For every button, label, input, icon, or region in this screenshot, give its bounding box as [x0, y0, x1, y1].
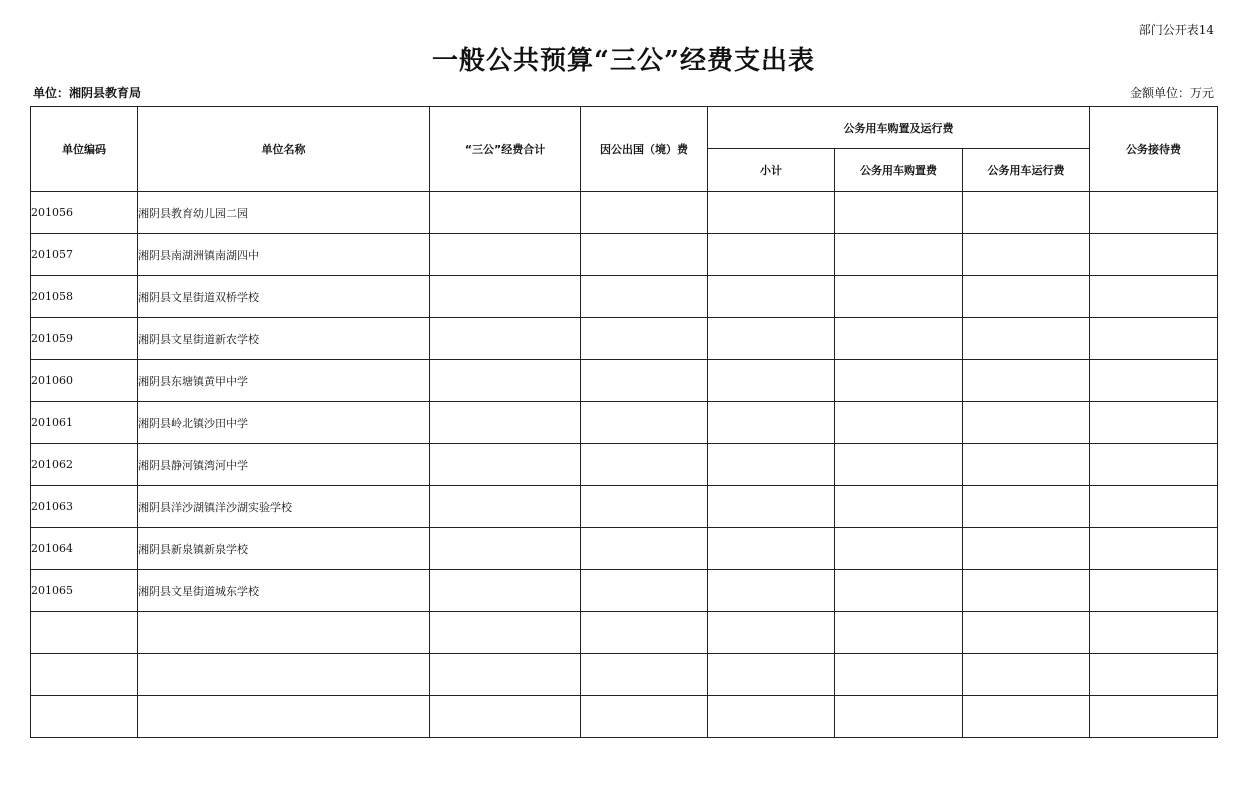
vehicle-operation-cell: [963, 318, 1090, 360]
unit-name-cell: [138, 654, 430, 696]
vehicle-operation-cell: [963, 654, 1090, 696]
vehicle-purchase-cell: [835, 318, 963, 360]
vehicle-subtotal-cell: [708, 612, 835, 654]
three-public-total-cell: [430, 276, 581, 318]
header-abroad-expense: 因公出国（境）费: [581, 107, 708, 192]
vehicle-operation-cell: [963, 570, 1090, 612]
three-public-total-cell: [430, 360, 581, 402]
vehicle-subtotal-cell: [708, 402, 835, 444]
header-vehicle-operation: 公务用车运行费: [963, 149, 1090, 192]
reception-expense-cell: [1090, 318, 1218, 360]
table-row: [31, 486, 1218, 528]
unit-code-cell: [31, 696, 138, 738]
three-public-total-cell: [430, 612, 581, 654]
abroad-expense-cell: [581, 696, 708, 738]
table-row: [31, 318, 1218, 360]
unit-name-cell: 湘阴县东塘镇黄甲中学: [138, 360, 430, 402]
header-vehicle-subtotal: 小计: [708, 149, 835, 192]
vehicle-operation-cell: [963, 402, 1090, 444]
vehicle-subtotal-cell: [708, 696, 835, 738]
vehicle-purchase-cell: [835, 402, 963, 444]
abroad-expense-cell: [581, 612, 708, 654]
unit-code-cell: 201060: [31, 360, 138, 402]
vehicle-operation-cell: [963, 360, 1090, 402]
unit-name-cell: 湘阴县新泉镇新泉学校: [138, 528, 430, 570]
vehicle-subtotal-cell: [708, 360, 835, 402]
reception-expense-cell: [1090, 234, 1218, 276]
table-row: [31, 276, 1218, 318]
vehicle-subtotal-cell: [708, 192, 835, 234]
vehicle-purchase-cell: [835, 696, 963, 738]
header-three-public-total: “三公”经费合计: [430, 107, 581, 192]
vehicle-subtotal-cell: [708, 486, 835, 528]
unit-name-cell: 湘阴县文星街道双桥学校: [138, 276, 430, 318]
vehicle-purchase-cell: [835, 444, 963, 486]
vehicle-purchase-cell: [835, 192, 963, 234]
abroad-expense-cell: [581, 402, 708, 444]
vehicle-operation-cell: [963, 276, 1090, 318]
abroad-expense-cell: [581, 318, 708, 360]
reception-expense-cell: [1090, 612, 1218, 654]
unit-name-cell: 湘阴县岭北镇沙田中学: [138, 402, 430, 444]
unit-name-cell: [138, 696, 430, 738]
reception-expense-cell: [1090, 528, 1218, 570]
reception-expense-cell: [1090, 570, 1218, 612]
three-public-total-cell: [430, 402, 581, 444]
unit-code-cell: 201065: [31, 570, 138, 612]
unit-name-cell: [138, 612, 430, 654]
abroad-expense-cell: [581, 192, 708, 234]
vehicle-purchase-cell: [835, 276, 963, 318]
unit-code-cell: [31, 654, 138, 696]
unit-code-cell: 201063: [31, 486, 138, 528]
reception-expense-cell: [1090, 360, 1218, 402]
table-row: [31, 654, 1218, 696]
reception-expense-cell: [1090, 654, 1218, 696]
vehicle-subtotal-cell: [708, 318, 835, 360]
vehicle-operation-cell: [963, 528, 1090, 570]
vehicle-purchase-cell: [835, 486, 963, 528]
unit-code-cell: 201061: [31, 402, 138, 444]
header-vehicle-purchase: 公务用车购置费: [835, 149, 963, 192]
header-reception-expense: 公务接待费: [1090, 107, 1218, 192]
vehicle-operation-cell: [963, 192, 1090, 234]
three-public-total-cell: [430, 570, 581, 612]
three-public-total-cell: [430, 318, 581, 360]
table-row: [31, 612, 1218, 654]
vehicle-operation-cell: [963, 234, 1090, 276]
table-row: [31, 402, 1218, 444]
reporting-unit: 单位：湘阴县教育局: [33, 86, 142, 100]
vehicle-operation-cell: [963, 612, 1090, 654]
unit-code-cell: 201056: [31, 192, 138, 234]
amount-unit: 金额单位：万元: [1129, 86, 1214, 100]
unit-name-cell: 湘阴县教育幼儿园二园: [138, 192, 430, 234]
reception-expense-cell: [1090, 402, 1218, 444]
vehicle-subtotal-cell: [708, 528, 835, 570]
table-row: [31, 528, 1218, 570]
abroad-expense-cell: [581, 528, 708, 570]
abroad-expense-cell: [581, 654, 708, 696]
abroad-expense-cell: [581, 570, 708, 612]
unit-code-cell: 201059: [31, 318, 138, 360]
header-unit-code: 单位编码: [31, 107, 138, 192]
abroad-expense-cell: [581, 234, 708, 276]
three-public-total-cell: [430, 696, 581, 738]
vehicle-operation-cell: [963, 696, 1090, 738]
abroad-expense-cell: [581, 360, 708, 402]
budget-table: [30, 106, 1218, 738]
page-title: 一般公共预算“三公”经费支出表: [432, 46, 815, 76]
reception-expense-cell: [1090, 696, 1218, 738]
table-row: [31, 444, 1218, 486]
vehicle-purchase-cell: [835, 528, 963, 570]
table-body: [31, 192, 1218, 738]
three-public-total-cell: [430, 486, 581, 528]
table-row: [31, 234, 1218, 276]
vehicle-subtotal-cell: [708, 570, 835, 612]
vehicle-purchase-cell: [835, 654, 963, 696]
vehicle-operation-cell: [963, 444, 1090, 486]
table-row: [31, 192, 1218, 234]
vehicle-subtotal-cell: [708, 234, 835, 276]
reception-expense-cell: [1090, 192, 1218, 234]
reception-expense-cell: [1090, 486, 1218, 528]
vehicle-purchase-cell: [835, 360, 963, 402]
unit-name-cell: 湘阴县南湖洲镇南湖四中: [138, 234, 430, 276]
three-public-total-cell: [430, 234, 581, 276]
header-unit-name: 单位名称: [138, 107, 430, 192]
abroad-expense-cell: [581, 444, 708, 486]
unit-name-cell: 湘阴县文星街道新农学校: [138, 318, 430, 360]
three-public-total-cell: [430, 192, 581, 234]
reception-expense-cell: [1090, 444, 1218, 486]
vehicle-subtotal-cell: [708, 276, 835, 318]
form-number: 部门公开表14: [1138, 23, 1214, 37]
reception-expense-cell: [1090, 276, 1218, 318]
unit-name-cell: 湘阴县洋沙湖镇洋沙湖实验学校: [138, 486, 430, 528]
vehicle-purchase-cell: [835, 570, 963, 612]
vehicle-subtotal-cell: [708, 654, 835, 696]
table-row: [31, 696, 1218, 738]
three-public-total-cell: [430, 528, 581, 570]
unit-name-cell: 湘阴县文星街道城东学校: [138, 570, 430, 612]
unit-code-cell: 201064: [31, 528, 138, 570]
table-row: [31, 360, 1218, 402]
unit-name-cell: 湘阴县静河镇湾河中学: [138, 444, 430, 486]
unit-code-cell: 201062: [31, 444, 138, 486]
header-vehicle-group: 公务用车购置及运行费: [708, 107, 1090, 149]
table-row: [31, 570, 1218, 612]
vehicle-purchase-cell: [835, 234, 963, 276]
abroad-expense-cell: [581, 486, 708, 528]
abroad-expense-cell: [581, 276, 708, 318]
vehicle-purchase-cell: [835, 612, 963, 654]
three-public-total-cell: [430, 654, 581, 696]
three-public-total-cell: [430, 444, 581, 486]
table-header: [31, 107, 1218, 192]
vehicle-subtotal-cell: [708, 444, 835, 486]
unit-code-cell: [31, 612, 138, 654]
unit-code-cell: 201057: [31, 234, 138, 276]
vehicle-operation-cell: [963, 486, 1090, 528]
unit-code-cell: 201058: [31, 276, 138, 318]
